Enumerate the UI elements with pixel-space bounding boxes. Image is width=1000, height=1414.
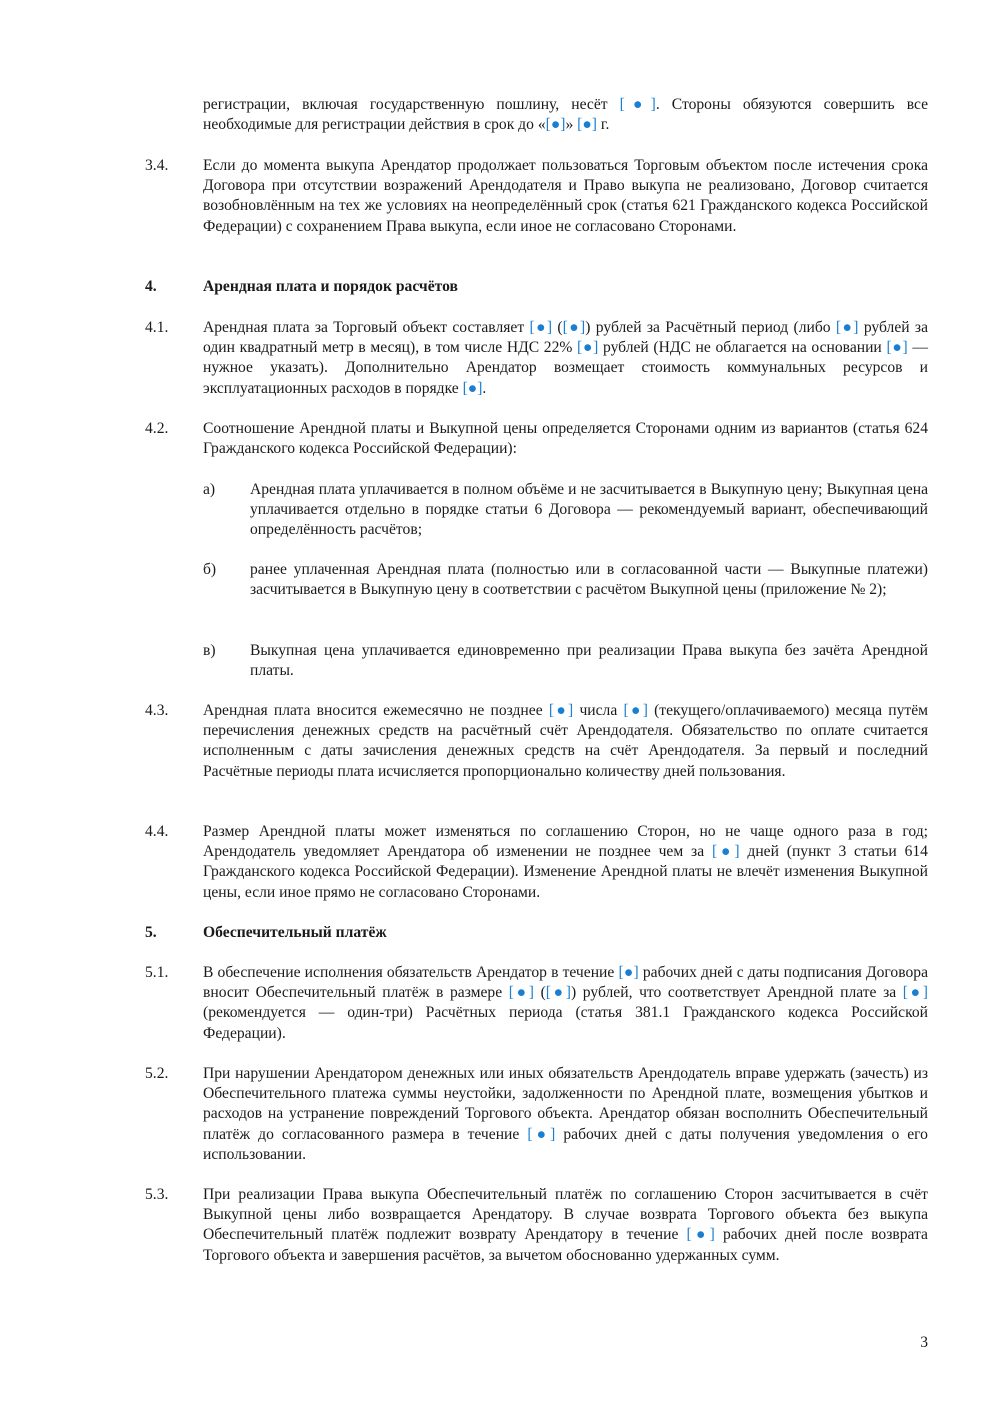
text-run: Арендная плата уплачивается в полном объёме и не засчитывается в Выкупную цену; Выкупная цена уплачивается отдельно в порядке статьи 6 Договора — рекомендуемый вариант, обеспечивающий определённость расчётов; bbox=[250, 481, 928, 539]
option-text bbox=[250, 560, 928, 600]
option-letter: в) bbox=[203, 642, 216, 659]
placeholder-marker: [●] bbox=[548, 702, 574, 719]
clause-number: 4.2. bbox=[145, 420, 169, 437]
placeholder-marker: [●] bbox=[902, 984, 928, 1002]
text-run: рублей за один квадратный метр в месяц), в том числе НДС 22% bbox=[203, 319, 928, 357]
clause-4-3 bbox=[145, 701, 928, 782]
clause-4-1 bbox=[145, 318, 928, 399]
text-run: При реализации Права выкупа Обеспечительный платёж по соглашению Сторон засчитывается в счёт Выкупной цены либо возвращается Арендатору. В случае возврата Торгового объекта без выкупа Обеспечительный платёж подлежит возврату Арендатору в течение bbox=[203, 1186, 928, 1244]
text-run: Арендная плата за Торговый объект составляет bbox=[203, 319, 530, 336]
text-run: — нужное указать). Дополнительно Арендатор возмещает стоимость коммунальных ресурсов и эксплуатационных расходов в порядке bbox=[203, 339, 928, 397]
placeholder-marker: [●] bbox=[529, 319, 553, 336]
clause-3-4 bbox=[145, 156, 928, 237]
placeholder-marker: [●] bbox=[527, 1125, 556, 1143]
placeholder-marker: [●] bbox=[545, 984, 571, 1002]
text-run: ( bbox=[552, 319, 563, 336]
text-run: Если до момента выкупа Арендатор продолжает пользоваться Торговым объектом после истечения срока Договора при отсутствии возражений Арендодателя и Право выкупа не реализовано, Договор считается возобновлённым на тех же условиях на неопределённый срок (статья 621 Гражданского кодекса Российской Федерации) с сохранением Права выкупа, если иное не согласовано Сторонами. bbox=[203, 157, 928, 235]
clause-text bbox=[203, 156, 928, 237]
text-run: ) рублей, что соответствует Арендной плате за bbox=[571, 984, 903, 1002]
option-text bbox=[250, 480, 928, 541]
option-text bbox=[250, 641, 928, 681]
continuation-paragraph bbox=[203, 95, 928, 135]
page-number: 3 bbox=[920, 1334, 928, 1351]
section-heading-4 bbox=[145, 277, 928, 297]
clause-number: 5.1. bbox=[145, 964, 169, 981]
clause-text bbox=[203, 1185, 928, 1266]
text-run: Арендная плата вносится ежемесячно не позднее bbox=[203, 702, 549, 719]
text-run: числа bbox=[573, 702, 624, 719]
text-run: дней (пункт 3 статьи 614 Гражданского кодекса Российской Федерации). Изменение Арендной платы не влечёт изменения Выкупной цены, если иное прямо не согласовано Сторонами. bbox=[203, 843, 928, 901]
section-title: Арендная плата и порядок расчётов bbox=[203, 278, 458, 295]
text-run: рабочих дней после возврата Торгового объекта и завершения расчётов, за вычетом обоснованно удержанных сумм. bbox=[203, 1226, 928, 1264]
text-run: » bbox=[565, 116, 578, 134]
placeholder-marker: [●] bbox=[711, 843, 740, 861]
text-run: . bbox=[482, 379, 487, 397]
placeholder-marker: [●] bbox=[545, 116, 566, 134]
clause-text bbox=[203, 419, 928, 459]
text-run: рублей (НДС не облагается на основании bbox=[598, 339, 887, 357]
placeholder-marker: [●] bbox=[886, 339, 908, 357]
section-title: Обеспечительный платёж bbox=[203, 924, 387, 941]
placeholder-marker: [●] bbox=[462, 379, 483, 397]
option-letter: б) bbox=[203, 561, 217, 578]
text-run: Выкупная цена уплачивается единовременно при реализации Права выкупа без зачёта Арендной платы. bbox=[250, 642, 928, 680]
clause-number: 4.3. bbox=[145, 702, 169, 719]
text-run: Размер Арендной платы может изменяться по соглашению Сторон, но не чаще одного раза в год; Арендодатель уведомляет Арендатора об изменении не позднее чем за bbox=[203, 823, 928, 861]
clause-5-3 bbox=[145, 1185, 928, 1266]
clause-4-2 bbox=[145, 419, 928, 459]
placeholder-marker: [●] bbox=[508, 984, 534, 1002]
text-run: Соотношение Арендной платы и Выкупной цены определяется Сторонами одним из вариантов (статья 624 Гражданского кодекса Российской Федерации): bbox=[203, 420, 928, 458]
section-number: 5. bbox=[145, 924, 157, 941]
text-run: г. bbox=[596, 116, 610, 134]
text-run: рабочих дней с даты получения уведомления о его использовании. bbox=[203, 1125, 928, 1163]
text-run: регистрации, включая государственную пошлину, несёт bbox=[203, 96, 620, 113]
text-run: ) рублей за Расчётный период (либо bbox=[585, 319, 836, 336]
option-b bbox=[203, 560, 928, 600]
section-number: 4. bbox=[145, 278, 157, 295]
clause-number: 5.2. bbox=[145, 1065, 169, 1082]
placeholder-marker: [●] bbox=[577, 116, 597, 134]
placeholder-marker: [●] bbox=[562, 319, 586, 336]
clause-number: 3.4. bbox=[145, 157, 169, 174]
placeholder-marker: [●] bbox=[619, 96, 656, 113]
text-run: ранее уплаченная Арендная плата (полностью или в согласованной части — Выкупные платежи) засчитывается в Выкупную цену в соответствии с расчётом Выкупной цены (приложение № 2); bbox=[250, 561, 928, 599]
clause-4-4 bbox=[145, 822, 928, 903]
option-a bbox=[203, 480, 928, 541]
clause-text bbox=[203, 1064, 928, 1165]
placeholder-marker: [●] bbox=[577, 339, 599, 357]
placeholder-marker: [●] bbox=[618, 964, 639, 981]
section-heading-5 bbox=[145, 923, 928, 943]
clause-number: 5.3. bbox=[145, 1186, 169, 1203]
option-letter: а) bbox=[203, 481, 216, 498]
text-run: . Стороны обязуются совершить все необходимые для регистрации действия в срок до « bbox=[203, 96, 929, 134]
clause-number: 4.1. bbox=[145, 319, 169, 336]
text-run: рабочих дней с даты подписания Договора вносит Обеспечительный платёж в размере bbox=[203, 964, 928, 1002]
placeholder-marker: [●] bbox=[623, 702, 648, 719]
placeholder-marker: [●] bbox=[686, 1226, 715, 1244]
clause-text bbox=[203, 318, 928, 399]
text-run: (текущего/оплачиваемого) месяца путём перечисления денежных средств на расчётный счёт Арендодателя. Обязательство по оплате считается исполненным с даты зачисления денежных средств на счёт Арендодателя. За первый и последний Расчётные периоды плата исчисляется пропорционально количеству дней пользования. bbox=[203, 702, 928, 780]
clause-5-2 bbox=[145, 1064, 928, 1165]
text-run: При нарушении Арендатором денежных или иных обязательств Арендодатель вправе удержать (зачесть) из Обеспечительного платежа суммы неустойки, задолженности по Арендной плате, возмещения убытков и расходов на устранение повреждений Торгового объекта. Арендатор обязан восполнить Обеспечительный платёж до согласованного размера в течение bbox=[203, 1065, 928, 1143]
text-run: ( bbox=[533, 984, 546, 1002]
text-run: (рекомендуется — один-три) Расчётных периода (статья 381.1 Гражданского кодекса Российской Федерации). bbox=[203, 1004, 928, 1042]
clause-text bbox=[203, 963, 928, 1044]
clause-number: 4.4. bbox=[145, 823, 169, 840]
placeholder-marker: [●] bbox=[835, 319, 859, 336]
option-c bbox=[203, 641, 928, 681]
text-run: В обеспечение исполнения обязательств Арендатор в течение bbox=[203, 964, 619, 981]
clause-text bbox=[203, 701, 928, 782]
clause-5-1 bbox=[145, 963, 928, 1044]
clause-text bbox=[203, 822, 928, 903]
